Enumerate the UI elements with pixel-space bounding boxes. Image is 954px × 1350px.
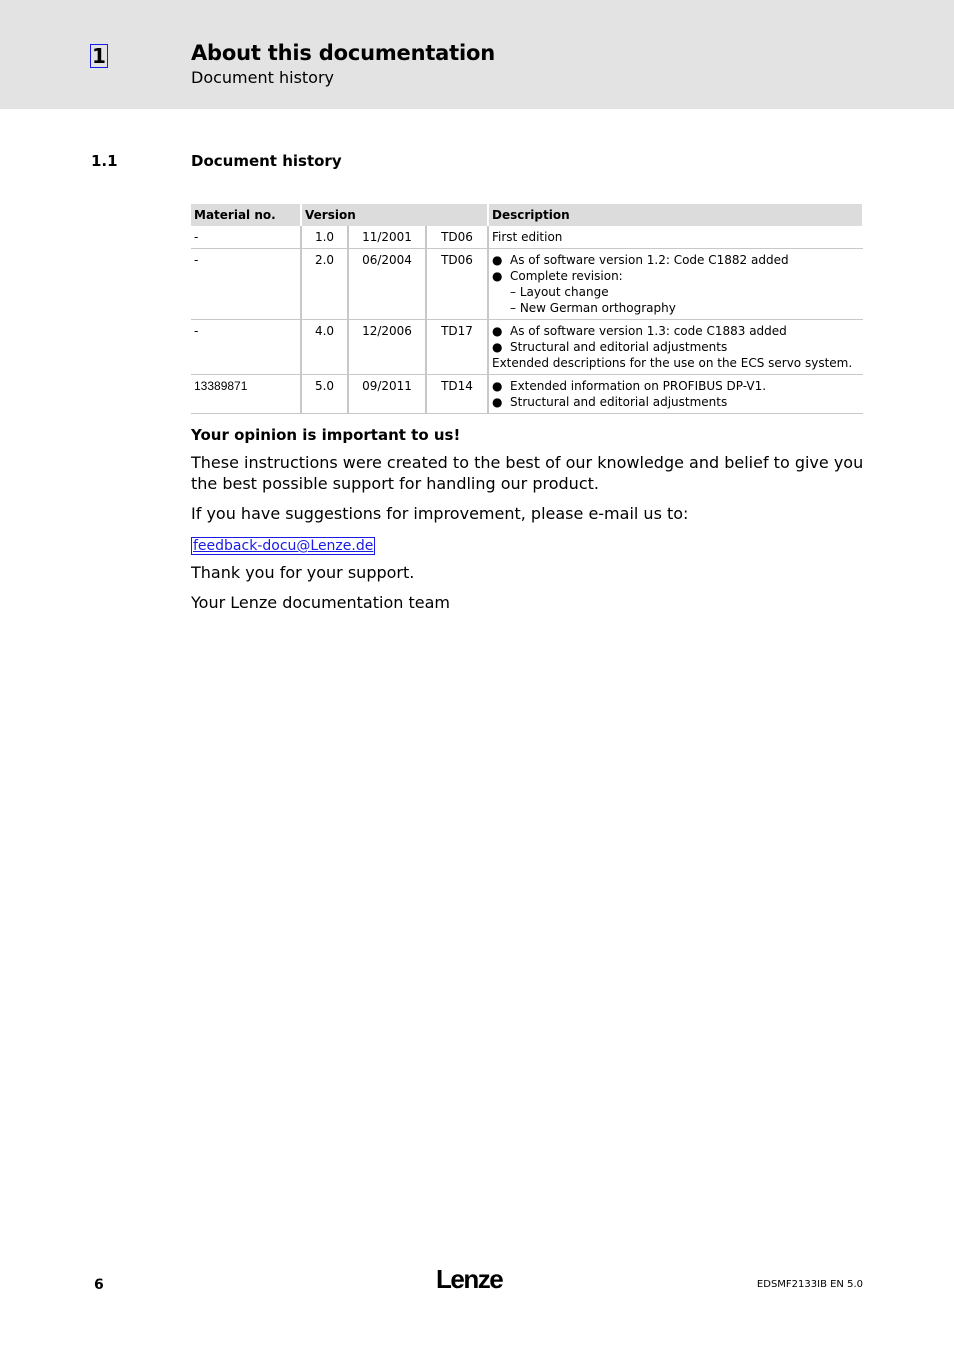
cell-version: 2.0 xyxy=(301,249,348,320)
bullet-icon: ● xyxy=(492,253,503,267)
cell-code: TD06 xyxy=(426,226,488,249)
cell-code: TD14 xyxy=(426,375,488,414)
lenze-logo: Lenze xyxy=(436,1264,503,1294)
bullet-item: ● Complete revision: xyxy=(492,269,623,283)
cell-material: 13389871 xyxy=(191,375,301,414)
section-title: Document history xyxy=(191,152,342,170)
chapter-subtitle: Document history xyxy=(191,68,335,87)
cell-description xyxy=(488,375,863,414)
cell-code: TD17 xyxy=(426,320,488,375)
table-row xyxy=(191,226,863,249)
header-version: Version xyxy=(301,204,488,226)
document-code: EDSMF2133IB EN 5.0 xyxy=(756,1279,863,1290)
bullet-item: ● As of software version 1.3: code C1883 added xyxy=(492,324,787,338)
table-row xyxy=(191,249,863,320)
cell-description: First edition xyxy=(488,226,863,249)
bullet-icon: ● xyxy=(492,379,503,393)
bullet-icon: ● xyxy=(492,340,503,354)
bullet-item: ● Extended information on PROFIBUS DP-V1. xyxy=(492,379,767,393)
cell-description xyxy=(488,320,863,375)
dash-item: – Layout change xyxy=(510,285,609,299)
header-material: Material no. xyxy=(191,204,301,226)
feedback-paragraph-1: These instructions were created to the best of our knowledge and belief to give you the best possible support for handling our product. xyxy=(191,453,864,493)
bullet-icon: ● xyxy=(492,324,503,338)
cell-date: 09/2011 xyxy=(348,375,426,414)
section-number: 1.1 xyxy=(91,152,118,170)
bullet-icon: ● xyxy=(492,395,503,409)
cell-date: 12/2006 xyxy=(348,320,426,375)
cell-material: - xyxy=(191,249,301,320)
cell-material: - xyxy=(191,320,301,375)
page-number: 6 xyxy=(94,1277,104,1293)
chapter-title: About this documentation xyxy=(191,41,495,65)
header-description: Description xyxy=(488,204,863,226)
bullet-item: ● As of software version 1.2: Code C1882 added xyxy=(492,253,789,267)
dash-item: – New German orthography xyxy=(510,301,676,315)
feedback-email-link[interactable]: feedback-docu@Lenze.de xyxy=(193,538,374,554)
cell-version: 5.0 xyxy=(301,375,348,414)
feedback-paragraph-3: Thank you for your support. xyxy=(191,563,415,582)
cell-date: 11/2001 xyxy=(348,226,426,249)
cell-date: 06/2004 xyxy=(348,249,426,320)
table-header-row xyxy=(191,204,863,226)
cell-material: - xyxy=(191,226,301,249)
cell-version: 4.0 xyxy=(301,320,348,375)
feedback-heading: Your opinion is important to us! xyxy=(191,426,461,444)
cell-version: 1.0 xyxy=(301,226,348,249)
extra-description: Extended descriptions for the use on the ECS servo system. xyxy=(492,356,853,370)
feedback-paragraph-2: If you have suggestions for improvement, please e-mail us to: xyxy=(191,504,689,523)
table-row xyxy=(191,375,863,414)
bullet-item: ● Structural and editorial adjustments xyxy=(492,340,728,354)
table-row xyxy=(191,320,863,375)
document-history-table xyxy=(191,204,864,414)
cell-code: TD06 xyxy=(426,249,488,320)
feedback-paragraph-4: Your Lenze documentation team xyxy=(191,593,450,612)
cell-description xyxy=(488,249,863,320)
chapter-number-link[interactable]: 1 xyxy=(92,44,106,68)
bullet-item: ● Structural and editorial adjustments xyxy=(492,395,728,409)
bullet-icon: ● xyxy=(492,269,503,283)
